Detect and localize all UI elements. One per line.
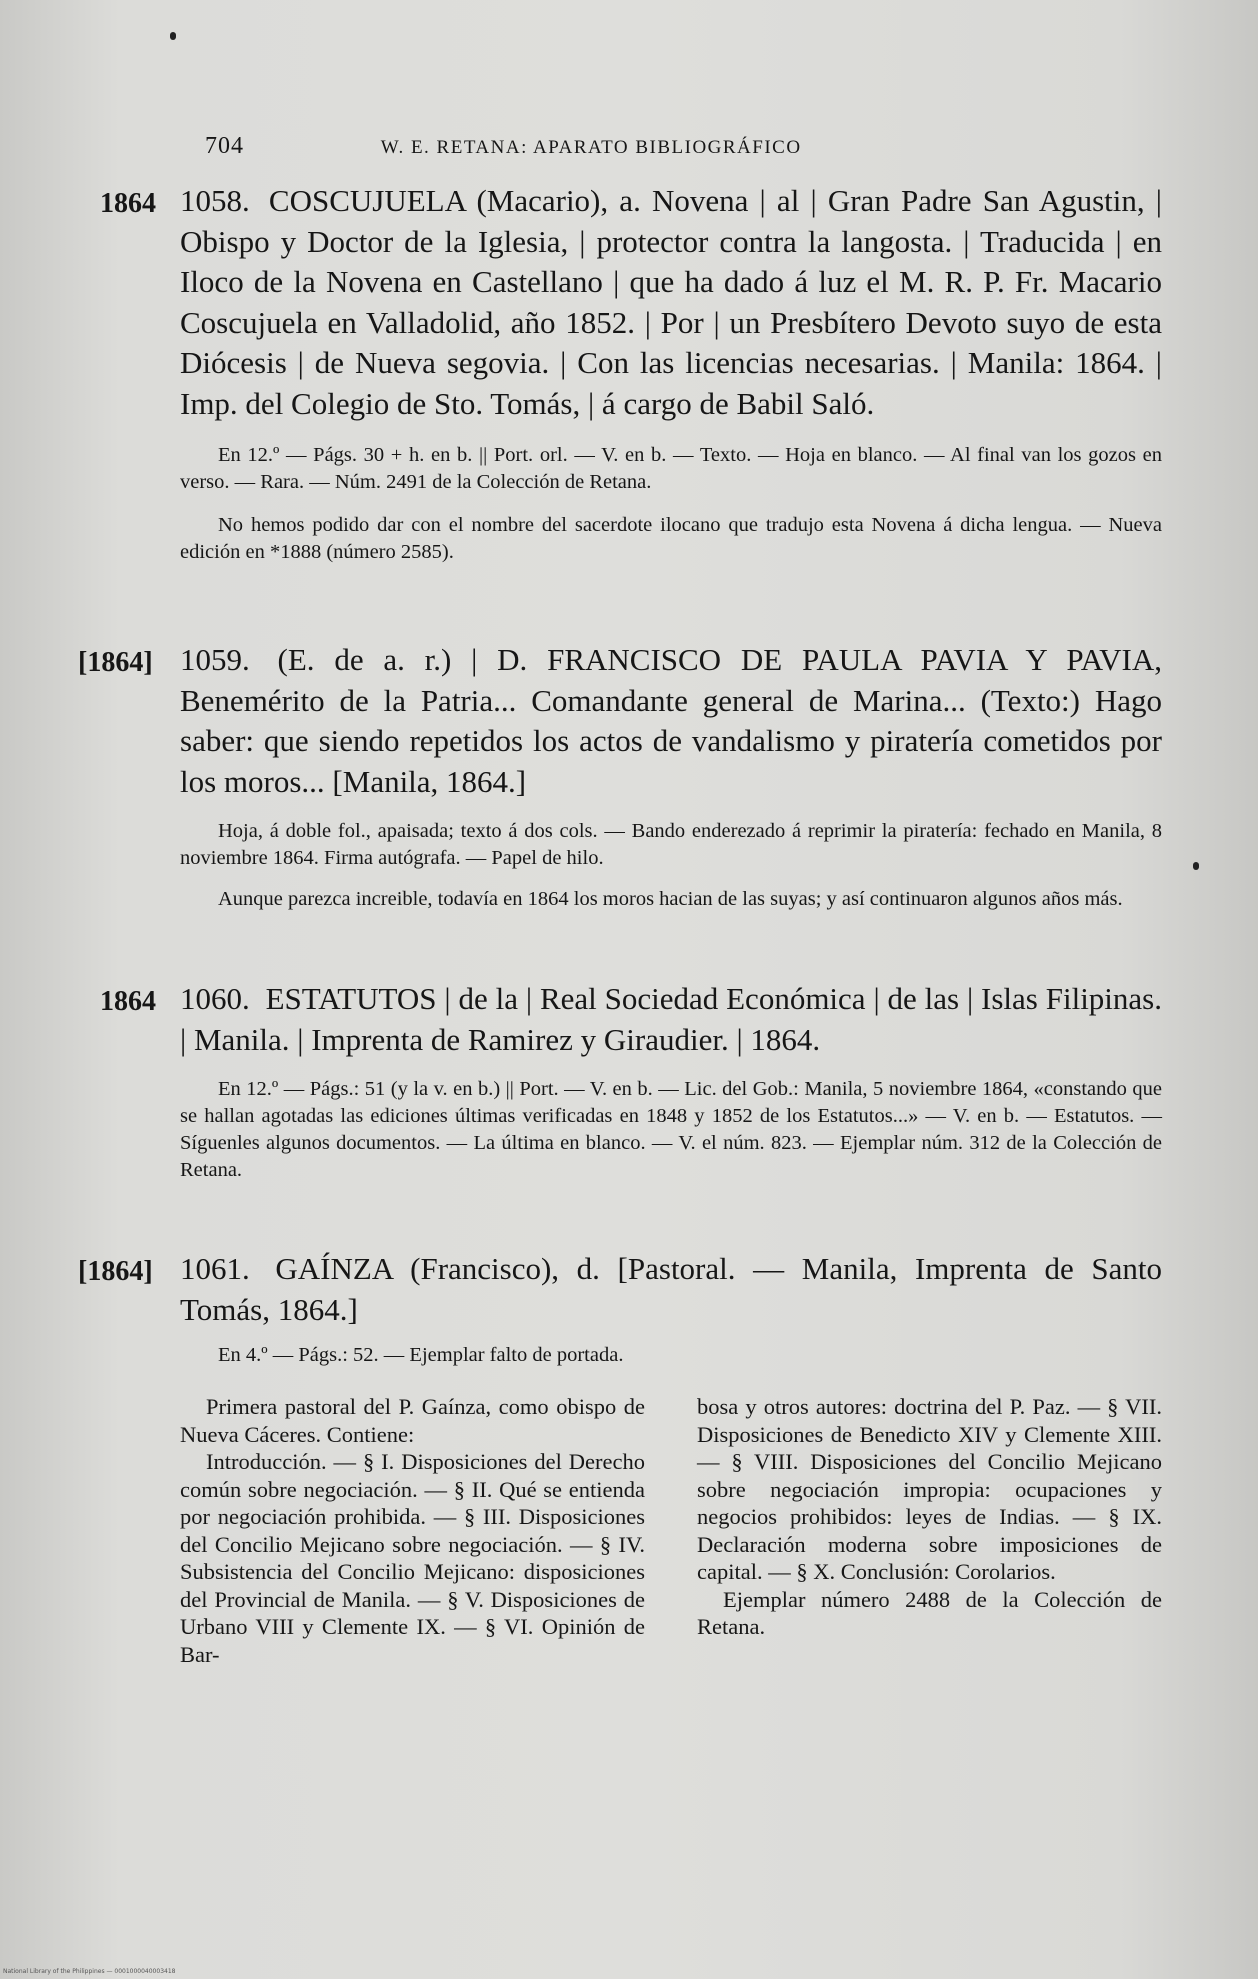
page-header: [205, 133, 1105, 160]
entry-title: [180, 181, 1162, 424]
left-column: [180, 1393, 645, 1668]
entry-year: [1864]: [78, 1256, 153, 1287]
scan-footer-mark: National Library of the Philippines — 0001000040003418: [3, 1968, 176, 1975]
running-title: W. E. RETANA: APARATO BIBLIOGRÁFICO: [380, 137, 802, 158]
entry-1061: [78, 1249, 1163, 1369]
entry-year: 1864: [100, 188, 156, 219]
entry-title: [180, 979, 1162, 1060]
column-paragraph: bosa y otros autores: doctrina del P. Paz. — § VII. Disposiciones de Benedicto XIV y Clemente XIII. — § VIII. Disposiciones del Concilio Mejicano sobre negociación impropia: ocupaciones y negocios prohibidos: leyes de Indias. — § IX. Declaración moderna sobre imposiciones de capital. — § X. Conclusión: Corolarios.: [697, 1394, 1162, 1584]
right-column: [697, 1393, 1162, 1668]
column-paragraph: Introducción. — § I. Disposiciones del Derecho común sobre negociación. — § II. Qué se entienda por negociación prohibida. — § III. Disposiciones del Concilio Mejicano sobre negociación. — § IV. Subsistencia del Concilio Mejicano: disposiciones del Provincial de Manila. — § V. Disposiciones de Urbano VIII y Clemente IX. — § VI. Opinión de Bar-: [180, 1449, 645, 1667]
entry-description: En 12.º — Págs.: 51 (y la v. en b.) || Port. — V. en b. — Lic. del Gob.: Manila, 5 noviembre 1864, «constando que se hallan agotadas las ediciones últimas verificadas en 1848 y 1852 de los Estatutos...» — V. en b. — Estatutos. — Síguenles algunos documentos. — La última en blanco. — V. el núm. 823. — Ejemplar núm. 312 de la Colección de Retana.: [180, 1078, 1162, 1181]
entry-1058: [100, 181, 1163, 566]
entry-description: Hoja, á doble fol., apaisada; texto á dos cols. — Bando enderezado á reprimir la piratería: fechado en Manila, 8 noviembre 1864. Firma autógrafa. — Papel de hilo.: [180, 820, 1162, 869]
entry-year: [1864]: [78, 647, 153, 678]
entry-1059: [78, 640, 1163, 913]
column-paragraph: Primera pastoral del P. Gaínza, como obispo de Nueva Cáceres. Contiene:: [180, 1394, 645, 1447]
ink-speck: [1193, 862, 1199, 870]
entry-text: COSCUJUELA (Macario), a. Novena | al | Gran Padre San Agustin, | Obispo y Doctor de la Iglesia, | protector contra la langosta. | Traducida | en Iloco de la Novena en Castellano | que ha dado á luz el M. R. P. Fr. Macario Coscujuela en Valladolid, año 1852. | Por | un Presbítero Devoto suyo de esta Diócesis | de Nueva segovia. | Con las licencias necesarias. | Manila: 1864. | Imp. del Colegio de Sto. Tomás, | á cargo de Babil Saló.: [180, 183, 1163, 421]
entry-comment: No hemos podido dar con el nombre del sacerdote ilocano que tradujo esta Novena á dicha lengua. — Nueva edición en *1888 (número 2585).: [180, 514, 1162, 563]
entry-number: 1058.: [180, 183, 250, 218]
ink-speck: [170, 32, 176, 40]
entry-description: En 12.º — Págs. 30 + h. en b. || Port. orl. — V. en b. — Texto. — Hoja en blanco. — Al final van los gozos en verso. — Rara. — Núm. 2491 de la Colección de Retana.: [180, 444, 1162, 493]
entry-year: 1864: [100, 986, 156, 1017]
entry-text: (E. de a. r.) | D. FRANCISCO DE PAULA PAVIA Y PAVIA, Benemérito de la Patria... Comandante general de Marina... (Texto:) Hago saber: que siendo repetidos los actos de vandalismo y piratería cometidos por los moros... [Manila, 1864.]: [180, 642, 1163, 799]
page-number: 704: [205, 133, 244, 159]
entry-comment: Aunque parezca increible, todavía en 1864 los moros hacian de las suyas; y así continuaron algunos años más.: [218, 888, 1123, 910]
entry-number: 1059.: [180, 642, 250, 677]
entry-number: 1060.: [180, 981, 250, 1016]
entry-1060: [100, 979, 1162, 1184]
entry-title: [180, 640, 1162, 802]
entry-number: 1061.: [180, 1251, 250, 1286]
entry-title: [180, 1249, 1162, 1330]
entry-text: GAÍNZA (Francisco), d. [Pastoral. — Manila, Imprenta de Santo Tomás, 1864.]: [180, 1251, 1163, 1327]
two-column-commentary: [180, 1393, 1162, 1668]
entry-text: ESTATUTOS | de la | Real Sociedad Económica | de las | Islas Filipinas. | Manila. | Imprenta de Ramirez y Giraudier. | 1864.: [180, 981, 1162, 1057]
entry-description: En 4.º — Págs.: 52. — Ejemplar falto de portada.: [218, 1344, 624, 1366]
column-paragraph: Ejemplar número 2488 de la Colección de Retana.: [697, 1586, 1162, 1639]
